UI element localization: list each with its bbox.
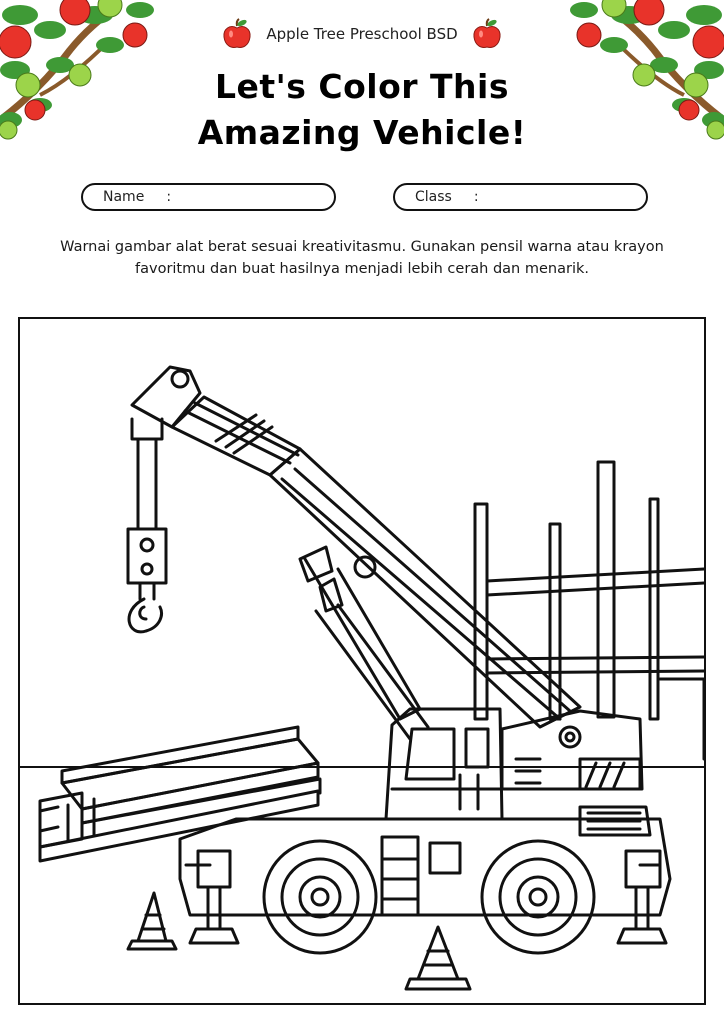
apple-icon <box>472 18 502 50</box>
name-separator: : <box>166 189 172 205</box>
school-header <box>0 18 724 50</box>
crane-body <box>180 711 670 915</box>
crane-hook <box>128 419 166 632</box>
school-name: Apple Tree Preschool BSD <box>266 25 458 43</box>
building-scaffold <box>475 462 704 759</box>
instructions-text: Warnai gambar alat berat sesuai kreativitasmu. Gunakan pensil warna atau krayon favoritmu dan buat hasilnya menjadi lebih cerah dan menarik. <box>60 239 664 277</box>
crane-boom <box>132 367 580 739</box>
class-separator: : <box>473 189 479 205</box>
crane-illustration <box>20 319 704 1003</box>
coloring-frame <box>18 317 706 1005</box>
apple-icon <box>222 18 252 50</box>
traffic-cone-center <box>406 927 470 989</box>
name-label: Name <box>103 189 145 205</box>
class-field[interactable] <box>393 183 648 211</box>
page-title <box>0 64 724 156</box>
crane-cab <box>386 709 502 819</box>
title-line-1: Let's Color This <box>214 67 509 106</box>
class-label: Class <box>415 189 452 205</box>
title-line-2: Amazing Vehicle! <box>197 113 527 152</box>
traffic-cone-left <box>128 893 176 949</box>
name-field[interactable] <box>81 183 336 211</box>
